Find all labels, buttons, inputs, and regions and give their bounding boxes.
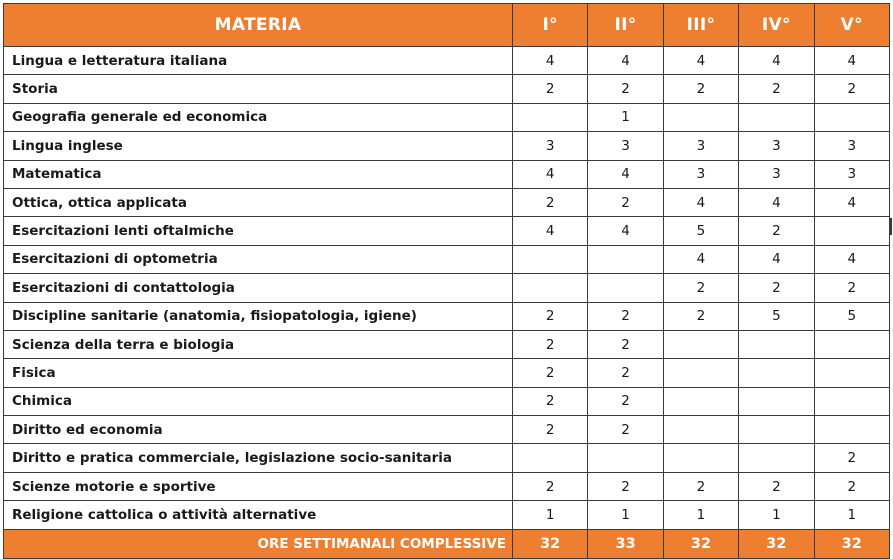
hours-cell-year-5: 2 <box>814 274 889 302</box>
hours-cell-year-1 <box>513 274 588 302</box>
hours-cell-year-5: 4 <box>814 188 889 216</box>
hours-cell-year-5: 2 <box>814 472 889 500</box>
hours-cell-year-3 <box>663 359 738 387</box>
hours-cell-year-1: 2 <box>513 387 588 415</box>
table-row <box>4 160 890 188</box>
table-row <box>4 444 890 472</box>
hours-cell-year-1: 3 <box>513 132 588 160</box>
hours-cell-year-3: 2 <box>663 75 738 103</box>
hours-cell-year-5 <box>814 330 889 358</box>
hours-cell-year-5 <box>814 217 889 245</box>
subject-cell: Chimica <box>4 387 513 415</box>
hours-cell-year-3: 2 <box>663 302 738 330</box>
hours-cell-year-4: 2 <box>739 472 814 500</box>
subject-cell: Storia <box>4 75 513 103</box>
subject-cell: Lingua inglese <box>4 132 513 160</box>
hours-cell-year-5: 2 <box>814 75 889 103</box>
hours-cell-year-4: 2 <box>739 217 814 245</box>
hours-cell-year-2: 2 <box>588 75 663 103</box>
subject-cell: Matematica <box>4 160 513 188</box>
hours-cell-year-4: 5 <box>739 302 814 330</box>
table-row <box>4 501 890 529</box>
subject-cell: Lingua e letteratura italiana <box>4 47 513 75</box>
hours-cell-year-5 <box>814 359 889 387</box>
hours-cell-year-5: 4 <box>814 47 889 75</box>
hours-cell-year-2: 4 <box>588 160 663 188</box>
hours-cell-year-4 <box>739 103 814 131</box>
totals-label: ORE SETTIMANALI COMPLESSIVE <box>4 529 513 558</box>
hours-cell-year-3: 4 <box>663 47 738 75</box>
total-year-3: 32 <box>663 529 738 558</box>
hours-cell-year-1: 2 <box>513 188 588 216</box>
hours-cell-year-2: 2 <box>588 387 663 415</box>
header-year-4: IV° <box>739 4 814 47</box>
table-row <box>4 472 890 500</box>
subject-cell: Discipline sanitarie (anatomia, fisiopatologia, igiene) <box>4 302 513 330</box>
hours-cell-year-5 <box>814 387 889 415</box>
hours-cell-year-2: 3 <box>588 132 663 160</box>
hours-cell-year-2: 1 <box>588 103 663 131</box>
table-row <box>4 132 890 160</box>
hours-cell-year-5: 3 <box>814 132 889 160</box>
hours-cell-year-4: 3 <box>739 160 814 188</box>
hours-cell-year-3 <box>663 416 738 444</box>
hours-cell-year-1: 4 <box>513 217 588 245</box>
hours-cell-year-2 <box>588 245 663 273</box>
hours-cell-year-4 <box>739 330 814 358</box>
table-row <box>4 387 890 415</box>
hours-cell-year-3: 1 <box>663 501 738 529</box>
subject-cell: Scienza della terra e biologia <box>4 330 513 358</box>
hours-cell-year-3 <box>663 387 738 415</box>
hours-cell-year-1: 2 <box>513 330 588 358</box>
hours-cell-year-3: 2 <box>663 472 738 500</box>
hours-cell-year-3: 4 <box>663 188 738 216</box>
hours-cell-year-2 <box>588 274 663 302</box>
header-subject: MATERIA <box>4 4 513 47</box>
hours-cell-year-4 <box>739 416 814 444</box>
hours-cell-year-3: 5 <box>663 217 738 245</box>
total-year-1: 32 <box>513 529 588 558</box>
hours-cell-year-4 <box>739 359 814 387</box>
hours-cell-year-2: 2 <box>588 416 663 444</box>
subject-cell: Diritto ed economia <box>4 416 513 444</box>
hours-cell-year-1 <box>513 245 588 273</box>
table-row <box>4 330 890 358</box>
subject-cell: Scienze motorie e sportive <box>4 472 513 500</box>
hours-cell-year-3: 4 <box>663 245 738 273</box>
table-row <box>4 245 890 273</box>
hours-cell-year-2: 2 <box>588 472 663 500</box>
hours-cell-year-4 <box>739 387 814 415</box>
subject-cell: Diritto e pratica commerciale, legislazione socio-sanitaria <box>4 444 513 472</box>
hours-cell-year-3: 3 <box>663 132 738 160</box>
hours-cell-year-2: 2 <box>588 330 663 358</box>
hours-cell-year-2: 2 <box>588 302 663 330</box>
hours-cell-year-4: 4 <box>739 245 814 273</box>
table-row <box>4 188 890 216</box>
hours-cell-year-2: 2 <box>588 359 663 387</box>
header-row <box>4 4 890 47</box>
hours-cell-year-5 <box>814 416 889 444</box>
subject-cell: Ottica, ottica applicata <box>4 188 513 216</box>
hours-cell-year-1: 2 <box>513 359 588 387</box>
hours-cell-year-1: 1 <box>513 501 588 529</box>
hours-cell-year-1 <box>513 444 588 472</box>
total-year-4: 32 <box>739 529 814 558</box>
timetable-container <box>3 3 890 559</box>
table-row <box>4 103 890 131</box>
hours-cell-year-5: 1 <box>814 501 889 529</box>
hours-cell-year-3 <box>663 103 738 131</box>
hours-cell-year-2 <box>588 444 663 472</box>
hours-cell-year-3: 2 <box>663 274 738 302</box>
header-year-5: V° <box>814 4 889 47</box>
hours-cell-year-1: 2 <box>513 472 588 500</box>
hours-cell-year-4: 4 <box>739 47 814 75</box>
subject-cell: Esercitazioni di contattologia <box>4 274 513 302</box>
subject-cell: Esercitazioni di optometria <box>4 245 513 273</box>
hours-cell-year-1 <box>513 103 588 131</box>
subject-cell: Geografia generale ed economica <box>4 103 513 131</box>
table-row <box>4 75 890 103</box>
hours-cell-year-4 <box>739 444 814 472</box>
hours-cell-year-3 <box>663 444 738 472</box>
total-year-5: 32 <box>814 529 889 558</box>
hours-cell-year-5: 2 <box>814 444 889 472</box>
table-body <box>4 47 890 530</box>
table-row <box>4 302 890 330</box>
hours-cell-year-4: 2 <box>739 274 814 302</box>
table-row <box>4 274 890 302</box>
subject-cell: Esercitazioni lenti oftalmiche <box>4 217 513 245</box>
hours-cell-year-1: 2 <box>513 75 588 103</box>
edge-mark <box>890 218 892 235</box>
hours-cell-year-3: 3 <box>663 160 738 188</box>
header-year-1: I° <box>513 4 588 47</box>
subject-cell: Fisica <box>4 359 513 387</box>
hours-cell-year-1: 4 <box>513 47 588 75</box>
hours-cell-year-1: 2 <box>513 302 588 330</box>
hours-cell-year-4: 1 <box>739 501 814 529</box>
header-year-2: II° <box>588 4 663 47</box>
hours-cell-year-4: 4 <box>739 188 814 216</box>
hours-cell-year-1: 2 <box>513 416 588 444</box>
hours-cell-year-2: 2 <box>588 188 663 216</box>
total-year-2: 33 <box>588 529 663 558</box>
weekly-hours-table <box>3 3 890 559</box>
hours-cell-year-2: 4 <box>588 217 663 245</box>
table-row <box>4 217 890 245</box>
hours-cell-year-2: 4 <box>588 47 663 75</box>
hours-cell-year-5 <box>814 103 889 131</box>
hours-cell-year-4: 2 <box>739 75 814 103</box>
table-row <box>4 359 890 387</box>
hours-cell-year-1: 4 <box>513 160 588 188</box>
subject-cell: Religione cattolica o attività alternative <box>4 501 513 529</box>
table-row <box>4 416 890 444</box>
table-row <box>4 47 890 75</box>
hours-cell-year-5: 3 <box>814 160 889 188</box>
header-year-3: III° <box>663 4 738 47</box>
hours-cell-year-2: 1 <box>588 501 663 529</box>
hours-cell-year-3 <box>663 330 738 358</box>
hours-cell-year-5: 4 <box>814 245 889 273</box>
hours-cell-year-4: 3 <box>739 132 814 160</box>
totals-row <box>4 529 890 558</box>
hours-cell-year-5: 5 <box>814 302 889 330</box>
